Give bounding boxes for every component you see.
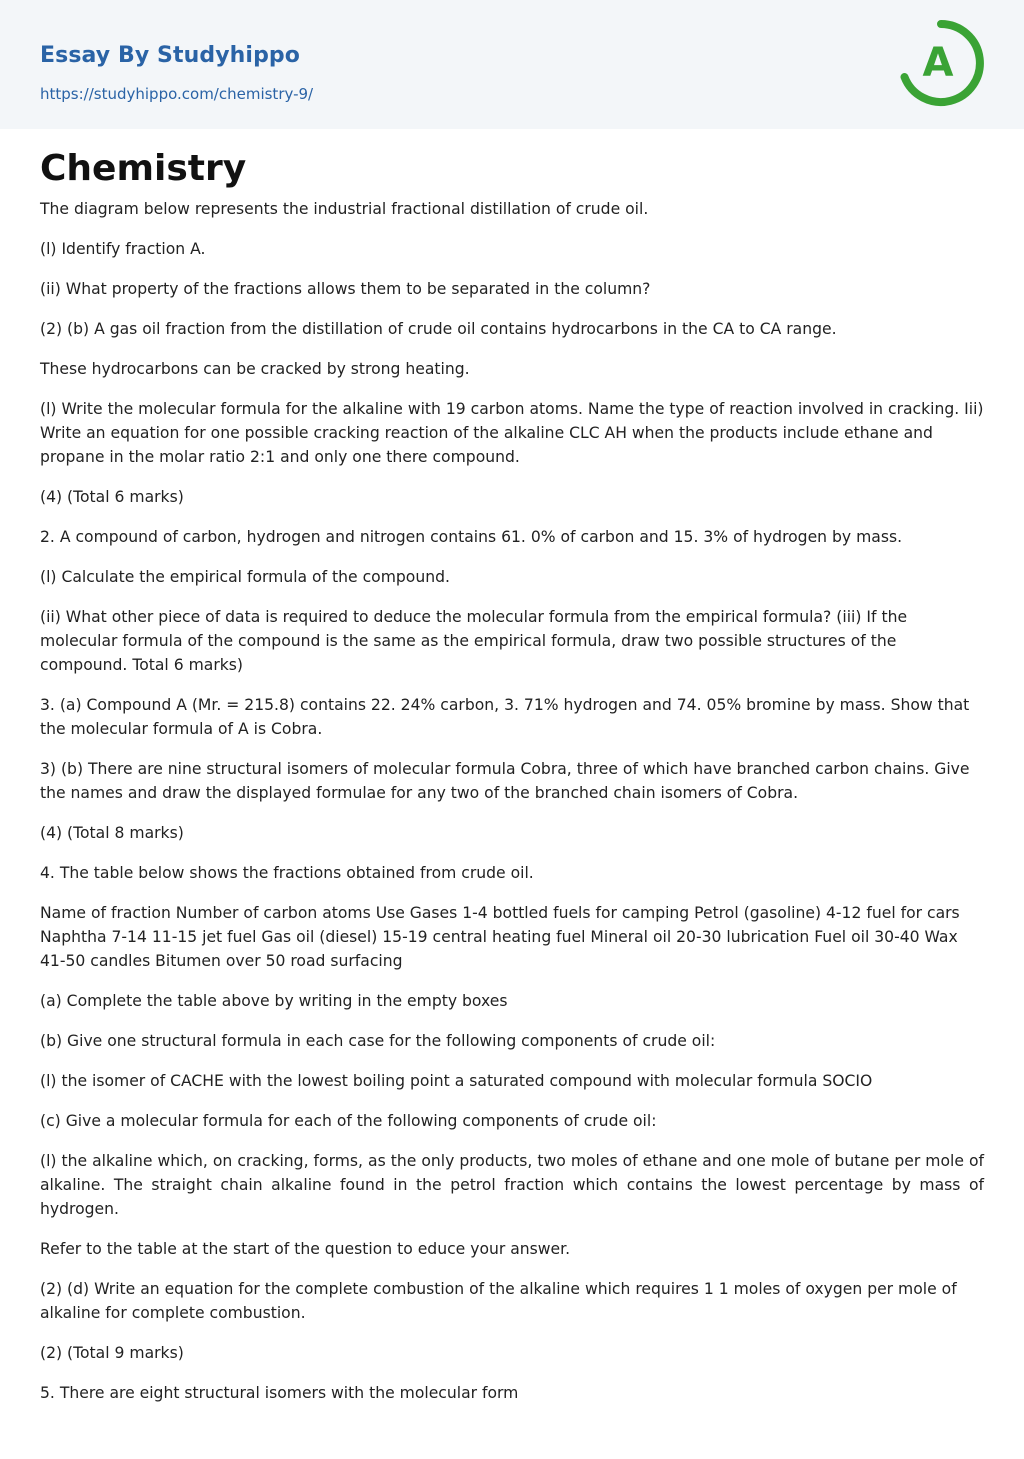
paragraph: Name of fraction Number of carbon atoms Use Gases 1-4 bottled fuels for camping Petrol (gasoline) 4-12 fuel for cars Naphtha 7-14 11-15 jet fuel Gas oil (diesel) 15-19 central heating fuel Mineral oil 20-30 lubrication Fuel oil 30-40 Wax 41-50 candles Bitumen over 50 road surfacing <box>40 904 960 970</box>
paragraph: (c) Give a molecular formula for each of the following components of crude oil: <box>40 1112 657 1130</box>
paragraph: (4) (Total 8 marks) <box>40 824 184 842</box>
paragraph: 3) (b) There are nine structural isomers of molecular formula Cobra, three of which have branched carbon chains. Give the names and draw the displayed formulae for any two of the branched chain isomers of Cobra. <box>40 760 970 802</box>
paragraph: (4) (Total 6 marks) <box>40 488 184 506</box>
paragraph: (a) Complete the table above by writing in the empty boxes <box>40 992 508 1010</box>
paragraph: These hydrocarbons can be cracked by strong heating. <box>40 360 470 378</box>
paragraph: The diagram below represents the industrial fractional distillation of crude oil. <box>40 200 649 218</box>
paragraph: (2) (b) A gas oil fraction from the distillation of crude oil contains hydrocarbons in the CA to CA range. <box>40 320 837 338</box>
paragraph: 3. (a) Compound A (Mr. = 215.8) contains 22. 24% carbon, 3. 71% hydrogen and 74. 05% bromine by mass. Show that the molecular formula of A is Cobra. <box>40 696 970 738</box>
article-body <box>0 147 1024 1405</box>
studyhippo-logo-icon[interactable] <box>896 18 986 108</box>
source-url-link[interactable]: https://studyhippo.com/chemistry-9/ <box>40 85 314 103</box>
paragraph: 2. A compound of carbon, hydrogen and nitrogen contains 61. 0% of carbon and 15. 3% of hydrogen by mass. <box>40 528 903 546</box>
paragraph: (2) (d) Write an equation for the complete combustion of the alkaline which requires 1 1 moles of oxygen per mole of alkaline for complete combustion. <box>40 1280 957 1322</box>
paragraph: Refer to the table at the start of the question to educe your answer. <box>40 1240 571 1258</box>
paragraph: (b) Give one structural formula in each case for the following components of crude oil: <box>40 1032 716 1050</box>
paragraph: 4. The table below shows the fractions obtained from crude oil. <box>40 864 534 882</box>
brand-title[interactable]: Essay By Studyhippo <box>40 43 300 68</box>
page-header <box>0 0 1024 129</box>
paragraph: (l) Write the molecular formula for the alkaline with 19 carbon atoms. Name the type of reaction involved in cracking. Iii) Write an equation for one possible cracking reaction of the alkaline CLC AH when the products include ethane and propane in the molar ratio 2:1 and only one there compound. <box>40 400 984 466</box>
paragraph: (ii) What other piece of data is required to deduce the molecular formula from the empirical formula? (iii) If the molecular formula of the compound is the same as the empirical formula, draw two possible structures of the compound. Total 6 marks) <box>40 608 908 674</box>
paragraph: (l) the isomer of CACHE with the lowest boiling point a saturated compound with molecular formula SOCIO <box>40 1072 873 1090</box>
paragraph: (ii) What property of the fractions allows them to be separated in the column? <box>40 280 651 298</box>
paragraph: (l) Identify fraction A. <box>40 240 206 258</box>
logo-letter: A <box>922 40 954 86</box>
paragraph: 5. There are eight structural isomers with the molecular form <box>40 1384 519 1402</box>
page-title: Chemistry <box>40 148 247 189</box>
paragraph: (2) (Total 9 marks) <box>40 1344 184 1362</box>
paragraph: (l) the alkaline which, on cracking, forms, as the only products, two moles of ethane and one mole of butane per mole of alkaline. The straight chain alkaline found in the petrol fraction which contains the lowest percentage by mass of hydrogen. <box>40 1152 984 1218</box>
paragraph: (l) Calculate the empirical formula of the compound. <box>40 568 450 586</box>
